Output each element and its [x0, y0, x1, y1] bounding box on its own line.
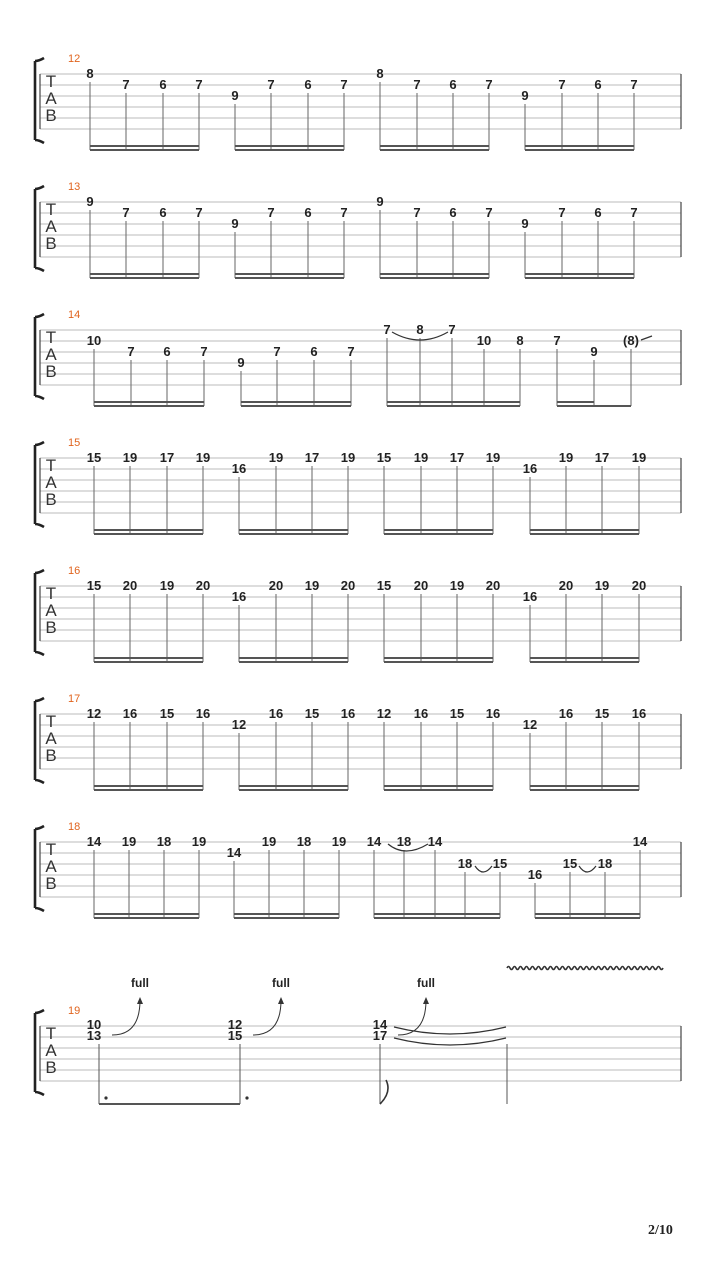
fret-number: 7 — [195, 77, 203, 92]
fret-number: 7 — [413, 205, 421, 220]
tab-clef-a: A — [45, 1041, 57, 1060]
fret-number: (8) — [623, 333, 639, 348]
fret-number: 20 — [268, 578, 284, 593]
fret-number: 16 — [340, 706, 356, 721]
fret-number: 15 — [159, 706, 175, 721]
fret-number: 12 — [231, 717, 247, 732]
fret-number: 19 — [558, 450, 574, 465]
fret-number: 8 — [416, 322, 424, 337]
tab-clef-b: B — [45, 618, 57, 637]
note-flag — [380, 1080, 388, 1104]
tab-clef-t: T — [45, 1024, 57, 1043]
fret-number: 19 — [122, 450, 138, 465]
tab-clef-t: T — [45, 328, 57, 347]
fret-number: 9 — [590, 344, 598, 359]
hammer-pull-slur — [579, 866, 596, 872]
fret-number: 9 — [231, 216, 239, 231]
fret-number: 16 — [122, 706, 138, 721]
fret-number: 7 — [347, 344, 355, 359]
fret-number: 14 — [632, 834, 648, 849]
bend-arrowhead — [423, 997, 429, 1004]
fret-number: 18 — [296, 834, 312, 849]
measure-number: 12 — [68, 53, 81, 65]
fret-number: 19 — [195, 450, 211, 465]
fret-number: 13 — [86, 1028, 102, 1043]
fret-number: 7 — [558, 205, 566, 220]
fret-number: 7 — [558, 77, 566, 92]
fret-number: 20 — [558, 578, 574, 593]
fret-number: 9 — [237, 355, 245, 370]
fret-number: 9 — [521, 216, 529, 231]
fret-number: 16 — [522, 589, 538, 604]
fret-number: 15 — [227, 1028, 243, 1043]
tab-clef-a: A — [45, 473, 57, 492]
fret-number: 7 — [340, 77, 348, 92]
fret-number: 19 — [413, 450, 429, 465]
fret-number: 17 — [372, 1028, 388, 1043]
fret-number: 9 — [231, 88, 239, 103]
fret-number: 7 — [200, 344, 208, 359]
tab-clef-t: T — [45, 584, 57, 603]
fret-number: 7 — [122, 205, 130, 220]
fret-number: 7 — [267, 77, 275, 92]
fret-number: 16 — [231, 461, 247, 476]
slide-mark — [641, 336, 652, 340]
fret-number: 6 — [449, 77, 457, 92]
measure-number: 17 — [68, 693, 81, 705]
fret-number: 14 — [372, 1017, 388, 1032]
bend-amount-label: full — [131, 976, 149, 990]
page-number: 2/10 — [648, 1223, 673, 1238]
fret-number: 14 — [226, 845, 242, 860]
fret-number: 12 — [227, 1017, 243, 1032]
tab-clef-b: B — [45, 234, 57, 253]
tab-clef-b: B — [45, 490, 57, 509]
fret-number: 15 — [449, 706, 465, 721]
fret-number: 15 — [492, 856, 508, 871]
fret-number: 6 — [159, 77, 167, 92]
dot — [245, 1096, 248, 1099]
fret-number: 7 — [630, 205, 638, 220]
fret-number: 19 — [268, 450, 284, 465]
hammer-pull-slur — [475, 866, 492, 872]
fret-number: 16 — [195, 706, 211, 721]
bend-amount-label: full — [417, 976, 435, 990]
fret-number: 20 — [195, 578, 211, 593]
bend-arrowhead — [137, 997, 143, 1004]
fret-number: 15 — [376, 578, 392, 593]
fret-number: 20 — [413, 578, 429, 593]
fret-number: 7 — [122, 77, 130, 92]
fret-number: 8 — [86, 66, 94, 81]
fret-number: 7 — [553, 333, 561, 348]
fret-number: 19 — [159, 578, 175, 593]
fret-number: 6 — [449, 205, 457, 220]
fret-number: 20 — [340, 578, 356, 593]
bend-curve — [398, 1000, 426, 1035]
fret-number: 20 — [122, 578, 138, 593]
fret-number: 14 — [86, 834, 102, 849]
fret-number: 15 — [86, 578, 102, 593]
fret-number: 6 — [163, 344, 171, 359]
fret-number: 19 — [631, 450, 647, 465]
tab-clef-a: A — [45, 729, 57, 748]
fret-number: 7 — [127, 344, 135, 359]
tab-clef-b: B — [45, 874, 57, 893]
fret-number: 17 — [594, 450, 610, 465]
fret-number: 7 — [195, 205, 203, 220]
fret-number: 9 — [86, 194, 94, 209]
fret-number: 19 — [340, 450, 356, 465]
fret-number: 20 — [485, 578, 501, 593]
fret-number: 9 — [376, 194, 384, 209]
tab-clef-t: T — [45, 456, 57, 475]
bend-arrowhead — [278, 997, 284, 1004]
fret-number: 20 — [631, 578, 647, 593]
tab-clef-a: A — [45, 601, 57, 620]
fret-number: 14 — [427, 834, 443, 849]
bend-curve — [253, 1000, 281, 1035]
measure-number: 18 — [68, 821, 81, 833]
measure-number: 19 — [68, 1005, 81, 1017]
fret-number: 8 — [516, 333, 524, 348]
fret-number: 19 — [331, 834, 347, 849]
fret-number: 6 — [594, 205, 602, 220]
bend-amount-label: full — [272, 976, 290, 990]
measure-number: 16 — [68, 565, 81, 577]
fret-number: 17 — [159, 450, 175, 465]
fret-number: 10 — [86, 1017, 102, 1032]
fret-number: 19 — [594, 578, 610, 593]
fret-number: 7 — [448, 322, 456, 337]
fret-number: 7 — [340, 205, 348, 220]
fret-number: 6 — [159, 205, 167, 220]
fret-number: 18 — [156, 834, 172, 849]
fret-number: 16 — [558, 706, 574, 721]
tab-clef-b: B — [45, 106, 57, 125]
tab-clef-a: A — [45, 857, 57, 876]
dot — [104, 1096, 107, 1099]
fret-number: 7 — [383, 322, 391, 337]
fret-number: 12 — [376, 706, 392, 721]
tab-clef-b: B — [45, 1058, 57, 1077]
fret-number: 15 — [594, 706, 610, 721]
fret-number: 10 — [86, 333, 102, 348]
fret-number: 17 — [304, 450, 320, 465]
fret-number: 17 — [449, 450, 465, 465]
fret-number: 10 — [476, 333, 492, 348]
fret-number: 15 — [376, 450, 392, 465]
fret-number: 6 — [304, 205, 312, 220]
fret-number: 12 — [86, 706, 102, 721]
measure-number: 15 — [68, 437, 81, 449]
fret-number: 6 — [310, 344, 318, 359]
fret-number: 19 — [449, 578, 465, 593]
fret-number: 7 — [485, 77, 493, 92]
fret-number: 18 — [597, 856, 613, 871]
fret-number: 19 — [121, 834, 137, 849]
fret-number: 16 — [413, 706, 429, 721]
measure-number: 14 — [68, 309, 81, 321]
fret-number: 7 — [630, 77, 638, 92]
fret-number: 16 — [631, 706, 647, 721]
fret-number: 7 — [273, 344, 281, 359]
tab-clef-a: A — [45, 345, 57, 364]
tie — [394, 1038, 506, 1045]
fret-number: 7 — [267, 205, 275, 220]
fret-number: 12 — [522, 717, 538, 732]
fret-number: 16 — [268, 706, 284, 721]
fret-number: 19 — [261, 834, 277, 849]
tab-clef-t: T — [45, 712, 57, 731]
fret-number: 18 — [457, 856, 473, 871]
fret-number: 7 — [413, 77, 421, 92]
fret-number: 15 — [86, 450, 102, 465]
bend-curve — [112, 1000, 140, 1035]
tab-clef-t: T — [45, 72, 57, 91]
tab-clef-b: B — [45, 362, 57, 381]
fret-number: 16 — [485, 706, 501, 721]
measure-number: 13 — [68, 181, 81, 193]
fret-number: 7 — [485, 205, 493, 220]
fret-number: 15 — [304, 706, 320, 721]
fret-number: 16 — [522, 461, 538, 476]
fret-number: 19 — [304, 578, 320, 593]
fret-number: 18 — [396, 834, 412, 849]
fret-number: 15 — [562, 856, 578, 871]
fret-number: 6 — [304, 77, 312, 92]
tab-clef-t: T — [45, 200, 57, 219]
fret-number: 16 — [527, 867, 543, 882]
fret-number: 16 — [231, 589, 247, 604]
fret-number: 6 — [594, 77, 602, 92]
fret-number: 9 — [521, 88, 529, 103]
fret-number: 19 — [191, 834, 207, 849]
fret-number: 8 — [376, 66, 384, 81]
vibrato-line — [507, 967, 663, 970]
fret-number: 14 — [366, 834, 382, 849]
tab-clef-t: T — [45, 840, 57, 859]
tab-clef-a: A — [45, 217, 57, 236]
tab-clef-a: A — [45, 89, 57, 108]
fret-number: 19 — [485, 450, 501, 465]
tab-clef-b: B — [45, 746, 57, 765]
